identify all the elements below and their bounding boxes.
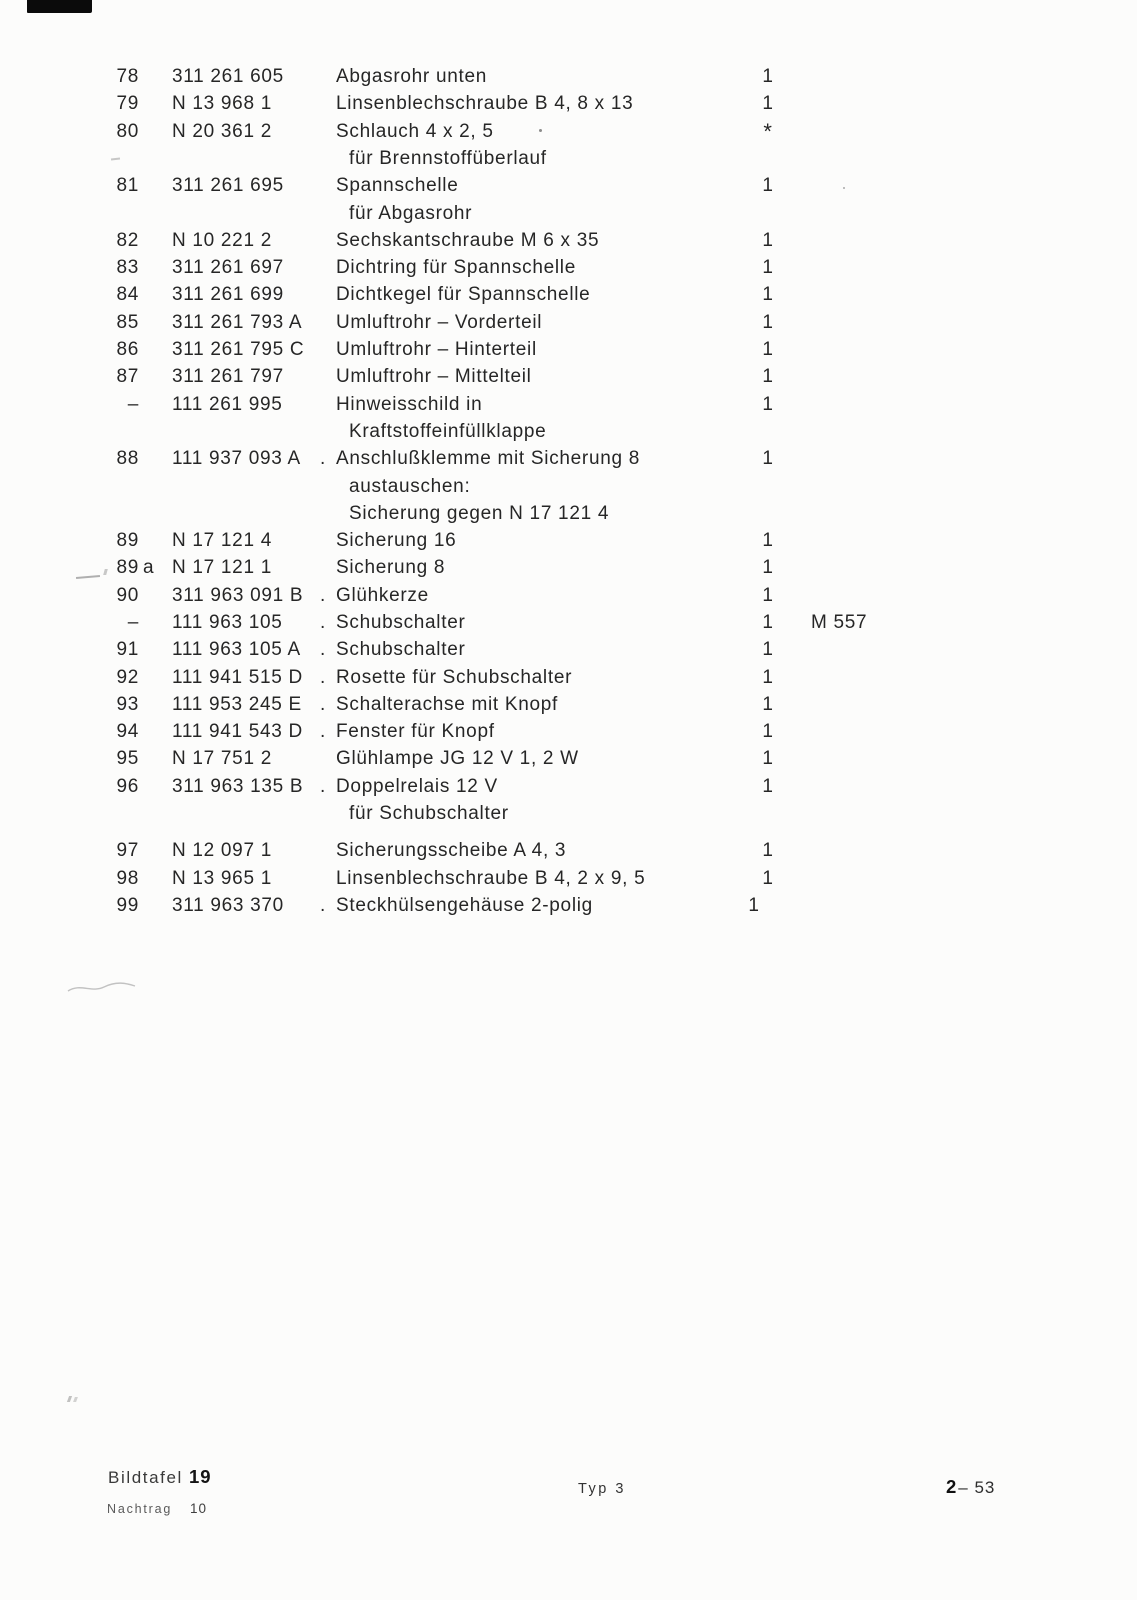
part-number-cell: N 17 751 2 [172,748,272,769]
pos-cell: 79 [116,93,139,114]
pos-cell: 81 [116,175,139,196]
quantity-cell: 1 [762,257,774,278]
quantity-cell: 1 [762,557,774,578]
description-cell: Abgasrohr unten [336,66,487,87]
scan-artifact-squiggle [66,980,138,1001]
quantity-cell: 1 [762,694,774,715]
part-number-cell: 311 261 695 [172,175,284,196]
footer-page-number-rest: – 53 [958,1478,996,1497]
table-row [0,90,1137,117]
quantity-cell: 1 [762,748,774,769]
quantity-cell: 1 [762,585,774,606]
pos-cell: 92 [116,667,139,688]
footer-type-label: Typ 3 [578,1481,626,1497]
table-row [0,664,1137,691]
description-cell: Schalterachse mit Knopf [336,694,559,715]
description-cell: Sicherung 16 [336,530,457,551]
description-continuation: austauschen: [349,476,471,497]
scan-artifact-mark [67,1396,72,1402]
part-number-cell: N 20 361 2 [172,121,272,142]
footer-nachtrag-number: 10 [190,1501,208,1516]
quantity-cell: 1 [762,339,774,360]
description-cell: Umluftrohr – Mittelteil [336,366,532,387]
pos-cell: 83 [116,257,139,278]
table-row-continuation [0,200,1137,227]
description-dot: . [320,895,326,916]
part-number-cell: N 17 121 4 [172,530,272,551]
pos-cell: 85 [116,312,139,333]
quantity-cell: 1 [762,868,774,889]
table-row [0,554,1137,581]
description-cell: Hinweisschild in [336,394,483,415]
part-number-cell: 311 963 091 B [172,585,304,606]
table-row [0,837,1137,864]
part-number-cell: 311 261 605 [172,66,284,87]
quantity-cell: 1 [762,639,774,660]
description-cell: Steckhülsengehäuse 2-polig [336,895,593,916]
quantity-cell: * [763,119,773,144]
table-row [0,718,1137,745]
table-row [0,527,1137,554]
footer-page-number-section: 2 [946,1476,957,1497]
table-row [0,865,1137,892]
table-row [0,336,1137,363]
description-cell: Umluftrohr – Hinterteil [336,339,537,360]
part-number-cell: 111 953 245 E [172,694,302,715]
part-number-cell: 111 261 995 [172,394,283,415]
pos-cell: 89 [116,530,139,551]
pos-suffix-cell: a [143,557,155,578]
table-row [0,281,1137,308]
description-cell: Rosette für Schubschalter [336,667,573,688]
description-cell: Dichtring für Spannschelle [336,257,576,278]
quantity-cell: 1 [748,895,760,916]
pos-cell: 90 [116,585,139,606]
description-cell: Sicherungsscheibe A 4, 3 [336,840,567,861]
table-row [0,227,1137,254]
table-row-continuation [0,145,1137,172]
part-number-cell: 111 963 105 A [172,639,301,660]
table-row-continuation [0,500,1137,527]
quantity-cell: 1 [762,230,774,251]
pos-cell: 95 [116,748,139,769]
description-continuation: Sicherung gegen N 17 121 4 [349,503,610,524]
table-row [0,445,1137,472]
part-number-cell: 311 261 699 [172,284,284,305]
description-cell: Umluftrohr – Vorderteil [336,312,543,333]
quantity-cell: 1 [762,667,774,688]
quantity-cell: 1 [762,612,774,633]
table-row [0,773,1137,800]
table-row [0,309,1137,336]
table-row [0,745,1137,772]
quantity-cell: 1 [762,93,774,114]
pos-cell: 89 [116,557,139,578]
part-number-cell: 311 261 797 [172,366,284,387]
part-number-cell: N 13 965 1 [172,868,272,889]
part-number-cell: N 13 968 1 [172,93,272,114]
description-dot: . [320,776,326,797]
description-dot: . [320,612,326,633]
quantity-cell: 1 [762,530,774,551]
table-row [0,63,1137,90]
part-number-cell: 311 261 697 [172,257,284,278]
part-number-cell: 311 261 793 A [172,312,303,333]
description-dot: . [320,448,326,469]
table-row [0,691,1137,718]
part-number-cell: 311 963 370 [172,895,284,916]
quantity-cell: 1 [762,66,774,87]
quantity-cell: 1 [762,840,774,861]
part-number-cell: 111 941 543 D [172,721,303,742]
description-continuation: für Schubschalter [349,803,509,824]
description-cell: Anschlußklemme mit Sicherung 8 [336,448,640,469]
part-number-cell: N 10 221 2 [172,230,272,251]
part-number-cell: 111 963 105 [172,612,283,633]
table-row [0,636,1137,663]
table-row [0,172,1137,199]
pos-cell: 91 [116,639,139,660]
table-row-continuation [0,800,1137,827]
table-row-continuation [0,473,1137,500]
footer-bildtafel-label: Bildtafel [108,1468,183,1487]
description-cell: Glühlampe JG 12 V 1, 2 W [336,748,579,769]
description-cell: Sechskantschraube M 6 x 35 [336,230,600,251]
description-continuation: Kraftstoffeinfüllklappe [349,421,547,442]
table-row [0,609,1137,636]
description-cell: Schubschalter [336,639,466,660]
footer-bildtafel-number: 19 [189,1466,212,1487]
table-row [0,892,1137,919]
description-dot: . [320,639,326,660]
description-continuation: für Abgasrohr [349,203,473,224]
part-number-cell: 311 261 795 C [172,339,305,360]
pos-cell: 88 [116,448,139,469]
part-number-cell: N 17 121 1 [172,557,272,578]
scan-artifact-corner-bar [27,0,92,13]
pos-cell: 78 [116,66,139,87]
quantity-cell: 1 [762,175,774,196]
pos-cell: 93 [116,694,139,715]
table-row [0,363,1137,390]
table-row [0,582,1137,609]
pos-cell: – [127,612,139,633]
quantity-cell: 1 [762,776,774,797]
pos-cell: 87 [116,366,139,387]
pos-cell: 98 [116,868,139,889]
pos-cell: 94 [116,721,139,742]
pos-cell: 97 [116,840,139,861]
description-cell: Dichtkegel für Spannschelle [336,284,591,305]
quantity-cell: 1 [762,366,774,387]
description-continuation: für Brennstoffüberlauf [349,148,547,169]
description-cell: Doppelrelais 12 V [336,776,498,797]
footer-nachtrag-label: Nachtrag [107,1502,173,1516]
description-dot: . [320,721,326,742]
description-cell: Spannschelle [336,175,459,196]
description-cell: Fenster für Knopf [336,721,495,742]
pos-cell: 86 [116,339,139,360]
pos-cell: 84 [116,284,139,305]
footer-page-number [946,1476,995,1498]
description-cell: Linsenblechschraube B 4, 8 x 13 [336,93,634,114]
pos-cell: 99 [116,895,139,916]
scan-artifact-mark [73,1397,78,1402]
part-number-cell: 111 941 515 D [172,667,303,688]
pos-cell: – [127,394,139,415]
pos-cell: 96 [116,776,139,797]
quantity-cell: 1 [762,312,774,333]
pos-cell: 82 [116,230,139,251]
description-cell: Glühkerze [336,585,429,606]
remark-cell: M 557 [811,612,868,633]
pos-cell: 80 [116,121,139,142]
description-cell: Schlauch 4 x 2, 5 [336,121,494,142]
table-row-continuation [0,418,1137,445]
table-row [0,118,1137,145]
description-dot: . [320,585,326,606]
description-cell: Schubschalter [336,612,466,633]
description-dot: . [320,667,326,688]
description-cell: Linsenblechschraube B 4, 2 x 9, 5 [336,868,646,889]
quantity-cell: 1 [762,721,774,742]
description-cell: Sicherung 8 [336,557,446,578]
part-number-cell: N 12 097 1 [172,840,272,861]
quantity-cell: 1 [762,394,774,415]
description-dot: . [320,694,326,715]
part-number-cell: 111 937 093 A [172,448,301,469]
part-number-cell: 311 963 135 B [172,776,304,797]
quantity-cell: 1 [762,448,774,469]
quantity-cell: 1 [762,284,774,305]
table-row [0,391,1137,418]
table-row [0,254,1137,281]
